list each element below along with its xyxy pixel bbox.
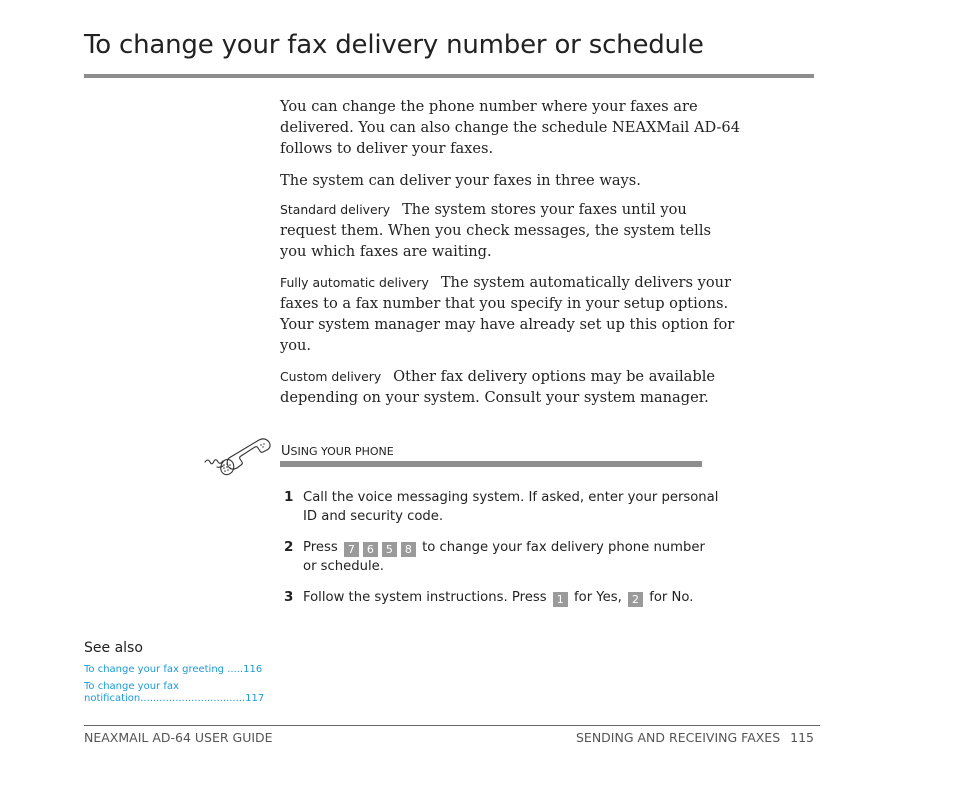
key-6: 6 <box>363 542 378 557</box>
steps-list <box>284 488 724 619</box>
delivery-option-fully-automatic <box>280 272 740 356</box>
delivery-option-label: Standard delivery <box>280 202 391 217</box>
key-8: 8 <box>401 542 416 557</box>
footer-section <box>576 730 814 745</box>
delivery-option-label: Fully automatic delivery <box>280 275 429 290</box>
delivery-option-standard <box>280 199 740 262</box>
step-number: 1 <box>284 489 294 505</box>
delivery-option-text: The system automatically delivers your faxes to a fax number that you specify in your setup options. Your system manager may have already set up this option for you. <box>280 274 735 354</box>
step-text-a: Follow the system instructions. Press <box>303 590 547 605</box>
step-2 <box>284 538 724 576</box>
section-heading-rest: SING YOUR PHONE <box>290 445 394 458</box>
title-rule <box>84 74 814 78</box>
step-text-after: to change your fax delivery phone number or schedule. <box>303 540 705 574</box>
key-7: 7 <box>344 542 359 557</box>
see-also-title: See also <box>84 640 143 656</box>
delivery-option-text: Other fax delivery options may be available depending on your system. Consult your system manager. <box>280 368 716 406</box>
telephone-handset-icon <box>203 436 277 478</box>
see-also-link-fax-notification[interactable] <box>84 681 264 705</box>
intro-paragraph-2 <box>280 170 740 191</box>
step-1 <box>284 488 724 526</box>
step-number: 2 <box>284 539 294 555</box>
step-text-c: for No. <box>649 590 694 605</box>
footer-section-title: SENDING AND RECEIVING FAXES <box>576 730 781 745</box>
section-heading-initial: U <box>281 444 291 459</box>
step-text-b: for Yes, <box>573 590 622 605</box>
link-text-line-1: To change your fax <box>84 681 179 692</box>
intro-paragraph-1 <box>280 96 740 159</box>
step-text: Call the voice messaging system. If asked, enter your personal ID and security code. <box>303 490 719 524</box>
delivery-option-custom <box>280 366 740 408</box>
footer-rule <box>84 725 820 726</box>
key-5: 5 <box>382 542 397 557</box>
key-no: 2 <box>628 592 643 607</box>
footer-guide-title: NEAXMAIL AD-64 USER GUIDE <box>84 730 273 745</box>
section-rule <box>280 461 702 467</box>
link-text-line-2: notification.................................117 <box>84 693 265 704</box>
delivery-option-text: The system stores your faxes until you request them. When you check messages, the system tells you which faxes are waiting. <box>280 201 711 260</box>
step-number: 3 <box>284 589 294 605</box>
intro-text-2: The system can deliver your faxes in three ways. <box>280 172 641 189</box>
page-number: 115 <box>790 730 814 745</box>
see-also-link-fax-greeting[interactable] <box>84 664 262 676</box>
step-text-before: Press <box>303 540 338 555</box>
link-text: To change your fax greeting .....116 <box>84 664 263 675</box>
intro-text-1: You can change the phone number where your faxes are delivered. You can also change the schedule NEAXMail AD-64 follows to deliver your faxes. <box>280 98 741 157</box>
page-title: To change your fax delivery number or schedule <box>84 30 704 60</box>
delivery-option-label: Custom delivery <box>280 369 382 384</box>
section-heading <box>281 444 394 459</box>
step-3 <box>284 588 724 607</box>
key-yes: 1 <box>553 592 568 607</box>
